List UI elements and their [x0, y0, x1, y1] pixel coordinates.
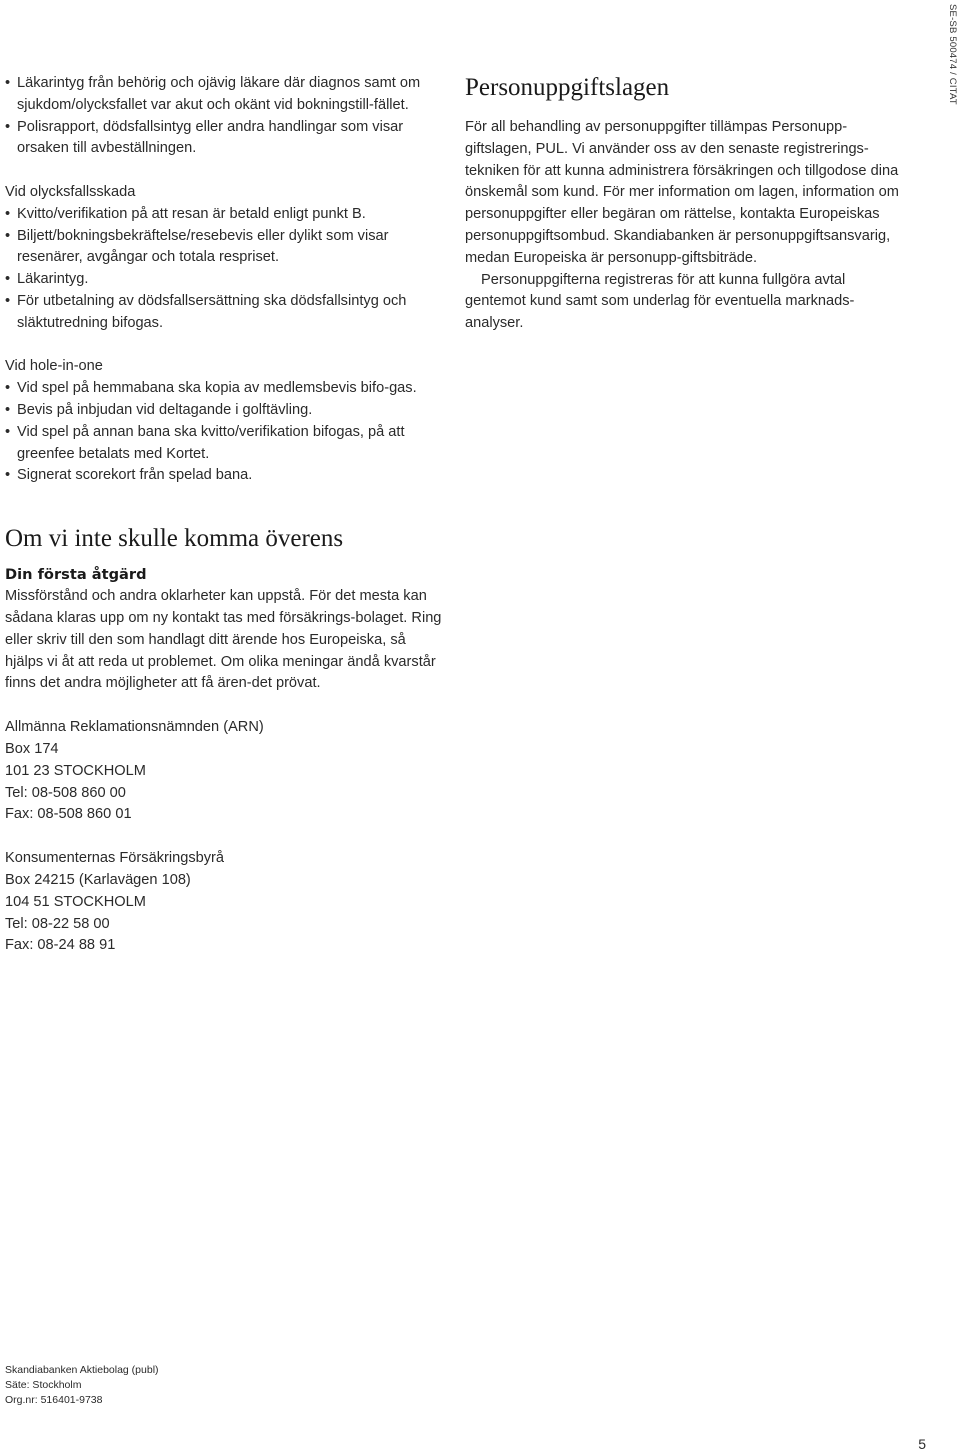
address-line: Box 174 [5, 740, 59, 757]
list-item: • Vid spel på hemmabana ska kopia av medlemsbevis bifo-gas. [5, 378, 445, 400]
footer-line: Skandiabanken Aktiebolag (publ) [5, 1364, 159, 1376]
address-line: Tel: 08-508 860 00 [5, 784, 126, 801]
hole-in-one-section [5, 356, 445, 487]
accident-section [5, 182, 445, 335]
address-line: Allmänna Reklamationsnämnden (ARN) [5, 719, 264, 736]
right-column [465, 73, 905, 335]
intro-bullet-list [5, 73, 445, 160]
list-item: • Signerat scorekort från spelad bana. [5, 465, 445, 487]
accident-bullet-list [5, 204, 445, 335]
address-line: 101 23 STOCKHOLM [5, 762, 146, 779]
address-line: Tel: 08-22 58 00 [5, 915, 110, 932]
address-line: Box 24215 (Karlavägen 108) [5, 871, 191, 888]
pul-paragraph-2: Personuppgifterna registreras för att kunna fullgöra avtal gentemot kund samt som underlag för eventuella marknads-analyser. [465, 271, 855, 332]
pul-title: Personuppgiftslagen [465, 74, 670, 101]
list-item: • Kvitto/verifikation på att resan är betald enligt punkt B. [5, 204, 445, 226]
accident-heading: Vid olycksfallsskada [5, 183, 136, 200]
left-column [5, 73, 445, 957]
list-item: • Polisrapport, dödsfallsintyg eller andra handlingar som visar orsaken till avbeställningen. [5, 117, 445, 161]
footer-line: Säte: Stockholm [5, 1379, 82, 1391]
footer-company-info [5, 1363, 159, 1408]
address-line: 104 51 STOCKHOLM [5, 893, 146, 910]
list-item: • Biljett/bokningsbekräftelse/resebevis eller dylikt som visar resenärer, avgångar och totala respriset. [5, 226, 445, 270]
address-line: Konsumenternas Försäkringsbyrå [5, 850, 225, 867]
list-item: • Bevis på inbjudan vid deltagande i golftävling. [5, 400, 445, 422]
hole-in-one-heading: Vid hole-in-one [5, 358, 103, 375]
kfb-address [5, 848, 445, 957]
address-line: Fax: 08-508 860 01 [5, 806, 132, 823]
footer-line: Org.nr: 516401-9738 [5, 1394, 103, 1406]
list-item: • Läkarintyg. [5, 269, 445, 291]
page-number: 5 [918, 1436, 926, 1452]
dispute-body: Missförstånd och andra oklarheter kan uppstå. För det mesta kan sådana klaras upp om ny kontakt tas med försäkrings-bolaget. Ring eller skriv till den som handlagt ditt ärende hos Europeiska, så hjälps vi åt att reda ut problemet. Om olika meningar ändå kvarstår finns det andra möjligheter att få ären-det prövat. [5, 588, 442, 692]
dispute-subtitle: Din första åtgärd [5, 566, 147, 584]
list-item: • Läkarintyg från behörig och ojävig läkare där diagnos samt om sjukdom/olycksfallet var akut och okänt vid bokningstill-fället. [5, 73, 445, 117]
list-item: • För utbetalning av dödsfallsersättning ska dödsfallsintyg och släktutredning bifogas. [5, 291, 445, 335]
dispute-title: Om vi inte skulle komma överens [5, 525, 344, 553]
list-item: • Vid spel på annan bana ska kvitto/verifikation bifogas, på att greenfee betalats med Kortet. [5, 422, 445, 466]
pul-paragraph-1: För all behandling av personuppgifter tillämpas Personupp-giftslagen, PUL. Vi använder oss av den senaste registrerings-tekniken för att kunna administrera försäkringen och tillgodose dina önskemål som kund. För mer information om lagen, information om personuppgifter eller begäran om rättelse, kontakta Europeiskas personuppgiftsombud. Skandiabanken är personuppgiftsansvarig, medan Europeiska är personupp-giftsbiträde. [465, 119, 899, 266]
arn-address [5, 717, 445, 826]
address-line: Fax: 08-24 88 91 [5, 937, 116, 954]
document-code: SE-SB 500474 / CITAT [947, 4, 958, 105]
hole-in-one-bullet-list [5, 378, 445, 487]
